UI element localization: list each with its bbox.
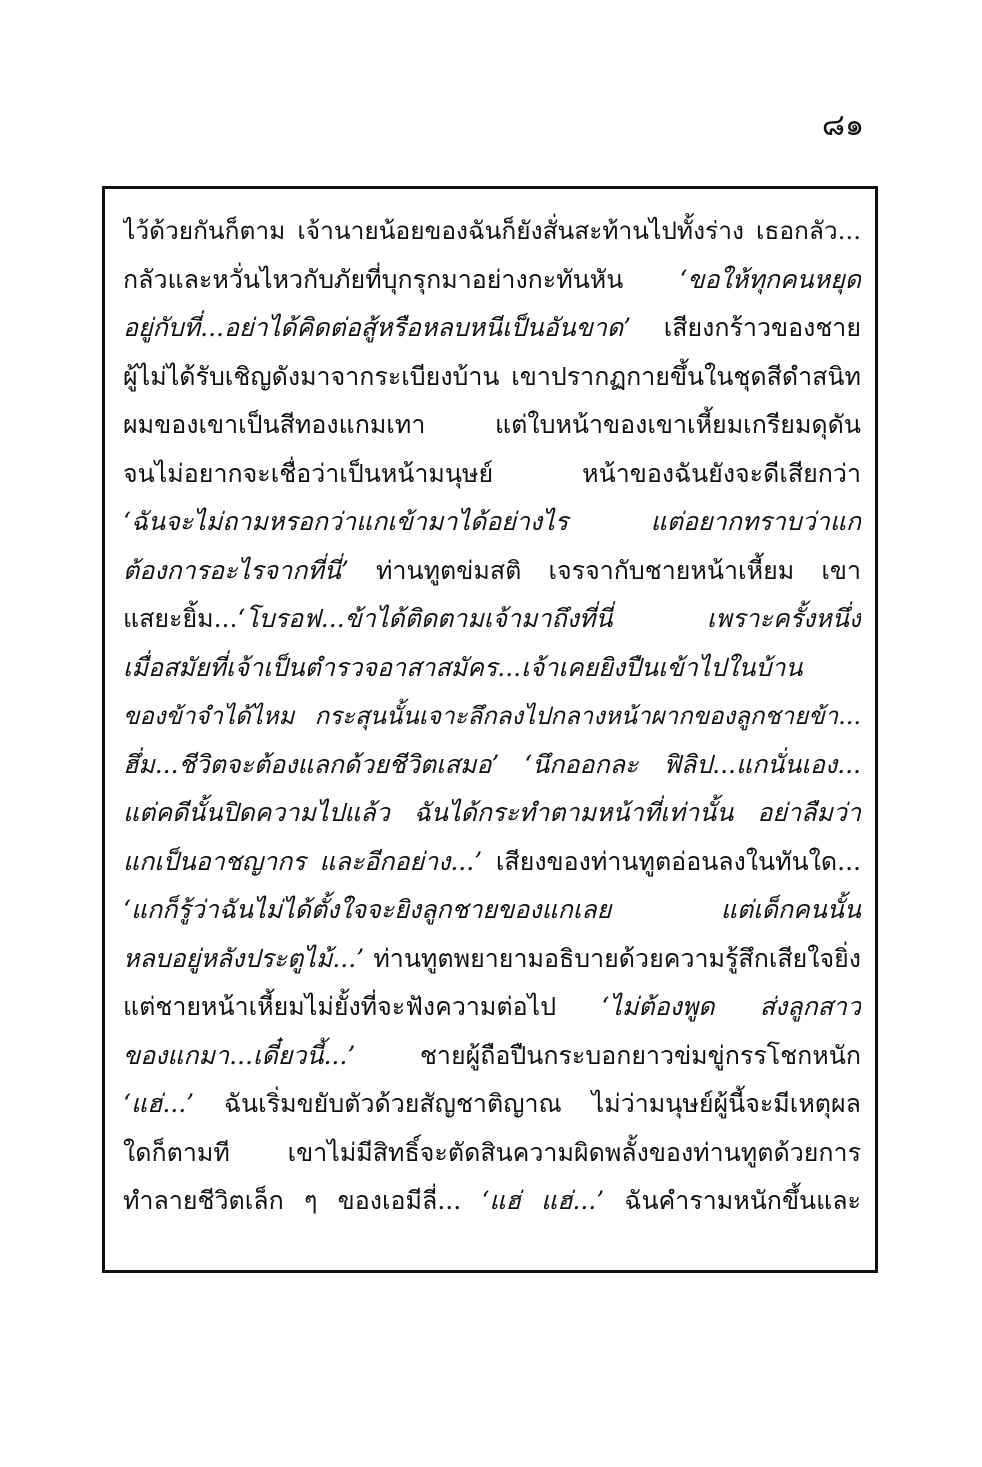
text-segment: เสียงกร้าวของชาย xyxy=(631,313,861,342)
text-line xyxy=(123,741,861,790)
text-segment: อยู่กับที่...อย่าได้คิดต่อสู้หรือหลบหนีเป็นอันขาด’ xyxy=(123,313,632,342)
page-number: ๘๑ xyxy=(821,108,864,143)
text-line xyxy=(123,838,861,887)
text-segment: ‘โบรอฟ...ข้าได้ติดตามเจ้ามาถึงที่นี่ เพราะครั้งหนึ่ง xyxy=(237,604,861,633)
text-segment: แสยะยิ้ม... xyxy=(123,604,238,633)
text-segment: ฉันคำรามหนักขึ้นและ xyxy=(604,1186,861,1215)
text-segment: ‘แฮ่...’ xyxy=(123,1089,195,1118)
text-line xyxy=(123,256,861,305)
text-segment: ท่านทูตข่มสติ เจรจากับชายหน้าเหี้ยม เขา xyxy=(348,555,861,585)
text-segment: ของข้าจำได้ไหม กระสุนนั้นเจาะลึกลงไปกลางหน้าผากของลูกชายข้า... xyxy=(123,702,861,730)
text-line xyxy=(123,401,861,450)
text-segment: ต้องการอะไรจากที่นี่’ xyxy=(123,555,349,585)
text-line xyxy=(123,983,861,1032)
text-segment: ‘ขอให้ทุกคนหยุด xyxy=(679,264,861,294)
body-text xyxy=(123,207,861,1226)
text-segment: ฮึ่ม...ชีวิตจะต้องแลกด้วยชีวิตเสมอ’ ‘นึกออกละ ฟิลิป...แกนั่นเอง... xyxy=(123,749,861,779)
text-segment: ‘ฉันจะไม่ถามหรอกว่าแกเข้ามาได้อย่างไร แต่อยากทราบว่าแก xyxy=(123,507,861,536)
text-segment: ผมของเขาเป็นสีทองแกมเทา แต่ใบหน้าของเขาเหี้ยมเกรียมดุดัน xyxy=(123,410,861,439)
text-segment: หลบอยู่หลังประตูไม้...’ xyxy=(123,943,365,973)
text-line xyxy=(123,207,861,256)
text-segment: ‘แกก็รู้ว่าฉันไม่ได้ตั้งใจจะยิงลูกชายของแกเลย แต่เด็กคนนั้น xyxy=(123,895,861,924)
text-segment: แต่ชายหน้าเหี้ยมไม่ยั้งที่จะฟังความต่อไป xyxy=(123,992,602,1021)
text-line xyxy=(123,547,861,596)
text-segment: ใดก็ตามที เขาไม่มีสิทธิ์จะตัดสินความผิดพลั้งของท่านทูตด้วยการ xyxy=(123,1137,861,1167)
text-line xyxy=(123,886,861,935)
text-segment: ‘แฮ่ แฮ่...’ xyxy=(481,1186,605,1215)
text-line xyxy=(123,789,861,838)
text-line xyxy=(123,498,861,547)
text-frame xyxy=(102,186,878,1273)
text-line xyxy=(123,1032,861,1081)
text-segment: ‘ไม่ต้องพูด ส่งลูกสาว xyxy=(601,992,861,1021)
text-line xyxy=(123,450,861,499)
text-segment: ฉันเริ่มขยับตัวด้วยสัญชาติญาณ ไม่ว่ามนุษย์ผู้นี้จะมีเหตุผล xyxy=(194,1089,861,1118)
text-line xyxy=(123,692,861,741)
text-segment: ทำลายชีวิตเล็ก ๆ ของเอมีลี่... xyxy=(123,1186,482,1215)
text-segment: กลัวและหวั่นไหวกับภัยที่บุกรุกมาอย่างกะทันหัน xyxy=(123,264,680,294)
text-line xyxy=(123,1080,861,1129)
text-segment: ชายผู้ถือปืนกระบอกยาวข่มขู่กรรโชกหนัก xyxy=(355,1040,861,1070)
text-line xyxy=(123,1177,861,1226)
text-segment: เมื่อสมัยที่เจ้าเป็นตำรวจอาสาสมัคร...เจ้าเคยยิงปืนเข้าไปในบ้าน xyxy=(123,652,803,682)
text-line xyxy=(123,1129,861,1178)
text-line xyxy=(123,644,861,693)
text-segment: เสียงของท่านทูตอ่อนลงในทันใด... xyxy=(482,846,861,876)
text-line xyxy=(123,304,861,353)
text-segment: แกเป็นอาชญากร และอีกอย่าง...’ xyxy=(123,846,483,876)
text-segment: ไว้ด้วยกันก็ตาม เจ้านายน้อยของฉันก็ยังสั่นสะท้านไปทั้งร่าง เธอกลัว... xyxy=(123,216,861,245)
text-line xyxy=(123,595,861,644)
text-segment: จนไม่อยากจะเชื่อว่าเป็นหน้ามนุษย์ หน้าของฉันยังจะดีเสียกว่า xyxy=(123,458,861,488)
text-line xyxy=(123,353,861,402)
text-segment: แต่คดีนั้นปิดความไปแล้ว ฉันได้กระทำตามหน้าที่เท่านั้น อย่าลืมว่า xyxy=(123,798,861,827)
text-line xyxy=(123,935,861,984)
text-segment: ท่านทูตพยายามอธิบายด้วยความรู้สึกเสียใจยิ่ง xyxy=(364,943,861,973)
text-segment: ของแกมา...เดี๋ยวนี้...’ xyxy=(123,1040,356,1070)
text-segment: ผู้ไม่ได้รับเชิญดังมาจากระเบียงบ้าน เขาปรากฏกายขึ้นในชุดสีดำสนิท xyxy=(123,361,861,391)
